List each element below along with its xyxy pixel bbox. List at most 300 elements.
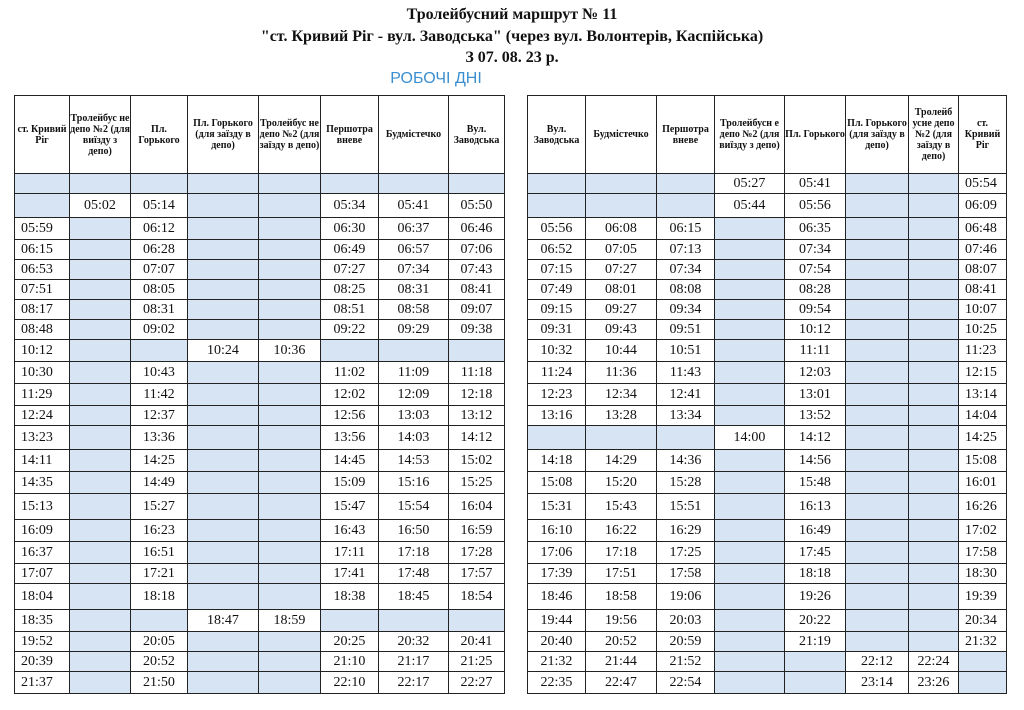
- time-cell: 07:34: [657, 260, 715, 280]
- time-cell: 05:56: [785, 194, 846, 218]
- empty-cell: [188, 494, 259, 520]
- empty-cell: [188, 584, 259, 610]
- empty-cell: [259, 652, 321, 672]
- time-cell: 14:25: [131, 450, 188, 472]
- time-cell: 06:57: [379, 240, 449, 260]
- column-header: Пл. Горького: [131, 96, 188, 174]
- time-cell: 05:54: [959, 174, 1007, 194]
- empty-cell: [321, 340, 379, 362]
- time-cell: 14:04: [959, 406, 1007, 426]
- time-cell: 11:02: [321, 362, 379, 384]
- empty-cell: [715, 652, 785, 672]
- time-cell: 17:07: [15, 564, 70, 584]
- time-cell: 20:52: [586, 632, 657, 652]
- time-cell: 12:56: [321, 406, 379, 426]
- empty-cell: [909, 564, 959, 584]
- empty-cell: [846, 406, 909, 426]
- time-cell: 18:45: [379, 584, 449, 610]
- time-cell: 14:53: [379, 450, 449, 472]
- time-cell: 20:25: [321, 632, 379, 652]
- time-cell: 11:23: [959, 340, 1007, 362]
- empty-cell: [449, 610, 505, 632]
- table-row: [15, 320, 505, 340]
- timetable-return: [527, 95, 1007, 694]
- time-cell: 16:22: [586, 520, 657, 542]
- time-cell: 17:18: [586, 542, 657, 564]
- empty-cell: [188, 300, 259, 320]
- empty-cell: [70, 610, 131, 632]
- empty-cell: [846, 218, 909, 240]
- time-cell: 06:48: [959, 218, 1007, 240]
- empty-cell: [15, 194, 70, 218]
- time-cell: 20:03: [657, 610, 715, 632]
- time-cell: 09:38: [449, 320, 505, 340]
- time-cell: 07:49: [528, 280, 586, 300]
- empty-cell: [188, 218, 259, 240]
- time-cell: 17:58: [657, 564, 715, 584]
- empty-cell: [259, 362, 321, 384]
- time-cell: 07:34: [379, 260, 449, 280]
- time-cell: 18:18: [785, 564, 846, 584]
- column-header: Тролейбусн е депо №2 (для виїзду з депо): [715, 96, 785, 174]
- empty-cell: [259, 542, 321, 564]
- table-row: [528, 610, 1007, 632]
- empty-cell: [846, 174, 909, 194]
- time-cell: 17:41: [321, 564, 379, 584]
- table-row: [528, 174, 1007, 194]
- time-cell: 12:18: [449, 384, 505, 406]
- time-cell: 05:50: [449, 194, 505, 218]
- time-cell: 17:02: [959, 520, 1007, 542]
- empty-cell: [909, 218, 959, 240]
- empty-cell: [188, 240, 259, 260]
- table-row: [15, 564, 505, 584]
- time-cell: 12:03: [785, 362, 846, 384]
- time-cell: 14:36: [657, 450, 715, 472]
- time-cell: 13:16: [528, 406, 586, 426]
- day-type-label: РОБОЧІ ДНІ: [390, 70, 482, 87]
- empty-cell: [259, 194, 321, 218]
- empty-cell: [259, 280, 321, 300]
- time-cell: 09:29: [379, 320, 449, 340]
- time-cell: 18:59: [259, 610, 321, 632]
- table-row: [528, 340, 1007, 362]
- time-cell: 10:43: [131, 362, 188, 384]
- time-cell: 09:54: [785, 300, 846, 320]
- time-cell: 20:39: [15, 652, 70, 672]
- time-cell: 07:27: [586, 260, 657, 280]
- time-cell: 22:54: [657, 672, 715, 694]
- empty-cell: [715, 632, 785, 652]
- empty-cell: [70, 240, 131, 260]
- table-row: [15, 632, 505, 652]
- empty-cell: [785, 652, 846, 672]
- time-cell: 13:03: [379, 406, 449, 426]
- empty-cell: [846, 472, 909, 494]
- empty-cell: [70, 632, 131, 652]
- time-cell: 13:52: [785, 406, 846, 426]
- time-cell: 17:48: [379, 564, 449, 584]
- table-row: [15, 280, 505, 300]
- empty-cell: [259, 426, 321, 450]
- empty-cell: [188, 384, 259, 406]
- empty-cell: [586, 174, 657, 194]
- empty-cell: [846, 632, 909, 652]
- time-cell: 19:39: [959, 584, 1007, 610]
- column-header: Пл. Горького (для заїзду в депо): [188, 96, 259, 174]
- table-row: [15, 584, 505, 610]
- empty-cell: [70, 584, 131, 610]
- table-row: [528, 472, 1007, 494]
- time-cell: 20:32: [379, 632, 449, 652]
- time-cell: 15:20: [586, 472, 657, 494]
- time-cell: 07:07: [131, 260, 188, 280]
- time-cell: 16:01: [959, 472, 1007, 494]
- time-cell: 15:54: [379, 494, 449, 520]
- empty-cell: [715, 672, 785, 694]
- empty-cell: [259, 584, 321, 610]
- column-header: Тролейбус не депо №2 (для заїзду в депо): [259, 96, 321, 174]
- time-cell: 08:41: [449, 280, 505, 300]
- empty-cell: [188, 564, 259, 584]
- time-cell: 05:27: [715, 174, 785, 194]
- time-cell: 09:51: [657, 320, 715, 340]
- time-cell: 08:05: [131, 280, 188, 300]
- table-row: [15, 406, 505, 426]
- time-cell: 16:10: [528, 520, 586, 542]
- empty-cell: [379, 340, 449, 362]
- time-cell: 11:09: [379, 362, 449, 384]
- empty-cell: [909, 260, 959, 280]
- time-cell: 17:28: [449, 542, 505, 564]
- time-cell: 20:41: [449, 632, 505, 652]
- time-cell: 15:43: [586, 494, 657, 520]
- time-cell: 08:17: [15, 300, 70, 320]
- empty-cell: [909, 406, 959, 426]
- empty-cell: [846, 610, 909, 632]
- time-cell: 15:51: [657, 494, 715, 520]
- empty-cell: [259, 260, 321, 280]
- empty-cell: [70, 652, 131, 672]
- time-cell: 12:15: [959, 362, 1007, 384]
- column-header: Тролейбус не депо №2 (для виїзду з депо): [70, 96, 131, 174]
- empty-cell: [259, 672, 321, 694]
- time-cell: 06:53: [15, 260, 70, 280]
- time-cell: 20:05: [131, 632, 188, 652]
- effective-date: З 07. 08. 23 р.: [465, 49, 559, 66]
- table-row: [528, 406, 1007, 426]
- empty-cell: [909, 362, 959, 384]
- time-cell: 17:18: [379, 542, 449, 564]
- time-cell: 10:12: [15, 340, 70, 362]
- time-cell: 23:26: [909, 672, 959, 694]
- time-cell: 14:29: [586, 450, 657, 472]
- time-cell: 16:59: [449, 520, 505, 542]
- time-cell: 08:07: [959, 260, 1007, 280]
- empty-cell: [188, 520, 259, 542]
- table-row: [15, 384, 505, 406]
- empty-cell: [846, 260, 909, 280]
- table-row: [15, 240, 505, 260]
- time-cell: 09:15: [528, 300, 586, 320]
- time-cell: 19:44: [528, 610, 586, 632]
- empty-cell: [70, 426, 131, 450]
- time-cell: 08:48: [15, 320, 70, 340]
- time-cell: 07:46: [959, 240, 1007, 260]
- time-cell: 08:01: [586, 280, 657, 300]
- time-cell: 18:18: [131, 584, 188, 610]
- time-cell: 21:52: [657, 652, 715, 672]
- time-cell: 13:28: [586, 406, 657, 426]
- empty-cell: [259, 520, 321, 542]
- empty-cell: [70, 320, 131, 340]
- time-cell: 09:43: [586, 320, 657, 340]
- time-cell: 08:31: [131, 300, 188, 320]
- table-row: [528, 672, 1007, 694]
- table-row: [15, 426, 505, 450]
- empty-cell: [909, 472, 959, 494]
- time-cell: 22:35: [528, 672, 586, 694]
- empty-cell: [70, 494, 131, 520]
- table-row: [528, 520, 1007, 542]
- column-header: ст. Кривий Ріг: [15, 96, 70, 174]
- time-cell: 08:58: [379, 300, 449, 320]
- time-cell: 12:41: [657, 384, 715, 406]
- empty-cell: [846, 426, 909, 450]
- time-cell: 22:27: [449, 672, 505, 694]
- time-cell: 07:05: [586, 240, 657, 260]
- time-cell: 17:06: [528, 542, 586, 564]
- empty-cell: [715, 260, 785, 280]
- table-row: [528, 494, 1007, 520]
- empty-cell: [259, 472, 321, 494]
- empty-cell: [846, 542, 909, 564]
- time-cell: 21:25: [449, 652, 505, 672]
- time-cell: 10:12: [785, 320, 846, 340]
- empty-cell: [188, 320, 259, 340]
- empty-cell: [70, 672, 131, 694]
- table-row: [528, 218, 1007, 240]
- time-cell: 16:50: [379, 520, 449, 542]
- time-cell: 15:08: [959, 450, 1007, 472]
- time-cell: 12:34: [586, 384, 657, 406]
- time-cell: 12:37: [131, 406, 188, 426]
- timetable-outbound: [14, 95, 505, 694]
- empty-cell: [188, 450, 259, 472]
- empty-cell: [909, 300, 959, 320]
- empty-cell: [959, 672, 1007, 694]
- time-cell: 21:19: [785, 632, 846, 652]
- time-cell: 18:30: [959, 564, 1007, 584]
- time-cell: 09:34: [657, 300, 715, 320]
- time-cell: 14:45: [321, 450, 379, 472]
- table-row: [528, 362, 1007, 384]
- column-header: Першотра вневе: [321, 96, 379, 174]
- table-row: [528, 426, 1007, 450]
- column-header: Вул. Заводська: [528, 96, 586, 174]
- time-cell: 12:02: [321, 384, 379, 406]
- time-cell: 21:44: [586, 652, 657, 672]
- empty-cell: [715, 542, 785, 564]
- time-cell: 14:49: [131, 472, 188, 494]
- timetable-body: [15, 174, 505, 694]
- time-cell: 16:23: [131, 520, 188, 542]
- empty-cell: [959, 652, 1007, 672]
- empty-cell: [188, 194, 259, 218]
- empty-cell: [846, 320, 909, 340]
- empty-cell: [715, 450, 785, 472]
- time-cell: 11:11: [785, 340, 846, 362]
- empty-cell: [188, 174, 259, 194]
- empty-cell: [586, 194, 657, 218]
- empty-cell: [909, 194, 959, 218]
- time-cell: 17:21: [131, 564, 188, 584]
- time-cell: 06:28: [131, 240, 188, 260]
- time-cell: 14:12: [449, 426, 505, 450]
- empty-cell: [131, 340, 188, 362]
- empty-cell: [715, 610, 785, 632]
- empty-cell: [909, 494, 959, 520]
- time-cell: 05:02: [70, 194, 131, 218]
- time-cell: 08:41: [959, 280, 1007, 300]
- time-cell: 10:51: [657, 340, 715, 362]
- table-row: [15, 362, 505, 384]
- empty-cell: [70, 564, 131, 584]
- column-header: Вул. Заводська: [449, 96, 505, 174]
- time-cell: 17:51: [586, 564, 657, 584]
- empty-cell: [909, 280, 959, 300]
- empty-cell: [70, 174, 131, 194]
- empty-cell: [715, 564, 785, 584]
- time-cell: 19:56: [586, 610, 657, 632]
- time-cell: 12:09: [379, 384, 449, 406]
- page-title: Тролейбусний маршрут № 11: [406, 6, 618, 23]
- time-cell: 13:56: [321, 426, 379, 450]
- time-cell: 06:15: [657, 218, 715, 240]
- empty-cell: [846, 450, 909, 472]
- time-cell: 15:27: [131, 494, 188, 520]
- empty-cell: [715, 406, 785, 426]
- table-row: [528, 300, 1007, 320]
- time-cell: 15:02: [449, 450, 505, 472]
- table-row: [15, 194, 505, 218]
- table-row: [528, 320, 1007, 340]
- time-cell: 09:31: [528, 320, 586, 340]
- empty-cell: [909, 320, 959, 340]
- empty-cell: [15, 174, 70, 194]
- time-cell: 13:36: [131, 426, 188, 450]
- empty-cell: [715, 340, 785, 362]
- time-cell: 11:36: [586, 362, 657, 384]
- time-cell: 07:06: [449, 240, 505, 260]
- time-cell: 16:37: [15, 542, 70, 564]
- time-cell: 15:48: [785, 472, 846, 494]
- time-cell: 10:32: [528, 340, 586, 362]
- time-cell: 15:16: [379, 472, 449, 494]
- time-cell: 05:14: [131, 194, 188, 218]
- time-cell: 06:46: [449, 218, 505, 240]
- empty-cell: [909, 632, 959, 652]
- time-cell: 11:24: [528, 362, 586, 384]
- empty-cell: [586, 426, 657, 450]
- empty-cell: [715, 520, 785, 542]
- empty-cell: [846, 564, 909, 584]
- table-row: [15, 610, 505, 632]
- table-row: [15, 652, 505, 672]
- time-cell: 12:24: [15, 406, 70, 426]
- time-cell: 21:50: [131, 672, 188, 694]
- table-row: [528, 240, 1007, 260]
- time-cell: 15:47: [321, 494, 379, 520]
- time-cell: 11:43: [657, 362, 715, 384]
- time-cell: 05:34: [321, 194, 379, 218]
- empty-cell: [70, 362, 131, 384]
- empty-cell: [846, 194, 909, 218]
- empty-cell: [909, 340, 959, 362]
- time-cell: 22:24: [909, 652, 959, 672]
- empty-cell: [909, 584, 959, 610]
- time-cell: 22:12: [846, 652, 909, 672]
- empty-cell: [909, 542, 959, 564]
- time-cell: 06:12: [131, 218, 188, 240]
- empty-cell: [70, 384, 131, 406]
- table-row: [15, 672, 505, 694]
- empty-cell: [909, 610, 959, 632]
- empty-cell: [321, 610, 379, 632]
- time-cell: 14:00: [715, 426, 785, 450]
- time-cell: 14:18: [528, 450, 586, 472]
- empty-cell: [259, 632, 321, 652]
- time-cell: 11:29: [15, 384, 70, 406]
- time-cell: 15:13: [15, 494, 70, 520]
- empty-cell: [715, 218, 785, 240]
- time-cell: 13:12: [449, 406, 505, 426]
- time-cell: 07:27: [321, 260, 379, 280]
- empty-cell: [909, 450, 959, 472]
- header-row: [15, 96, 505, 174]
- empty-cell: [70, 542, 131, 564]
- time-cell: 05:56: [528, 218, 586, 240]
- time-cell: 22:17: [379, 672, 449, 694]
- time-cell: 10:24: [188, 340, 259, 362]
- time-cell: 12:23: [528, 384, 586, 406]
- empty-cell: [259, 564, 321, 584]
- empty-cell: [449, 340, 505, 362]
- empty-cell: [909, 384, 959, 406]
- time-cell: 06:49: [321, 240, 379, 260]
- empty-cell: [715, 584, 785, 610]
- time-cell: 06:09: [959, 194, 1007, 218]
- empty-cell: [188, 542, 259, 564]
- empty-cell: [846, 584, 909, 610]
- time-cell: 21:10: [321, 652, 379, 672]
- empty-cell: [188, 472, 259, 494]
- time-cell: 10:25: [959, 320, 1007, 340]
- time-cell: 14:11: [15, 450, 70, 472]
- time-cell: 10:07: [959, 300, 1007, 320]
- column-header: Пл. Горького: [785, 96, 846, 174]
- time-cell: 20:22: [785, 610, 846, 632]
- table-row: [15, 174, 505, 194]
- empty-cell: [131, 174, 188, 194]
- timetable-body: [528, 174, 1007, 694]
- time-cell: 22:47: [586, 672, 657, 694]
- time-cell: 20:40: [528, 632, 586, 652]
- empty-cell: [715, 384, 785, 406]
- time-cell: 05:41: [785, 174, 846, 194]
- table-row: [528, 564, 1007, 584]
- empty-cell: [379, 610, 449, 632]
